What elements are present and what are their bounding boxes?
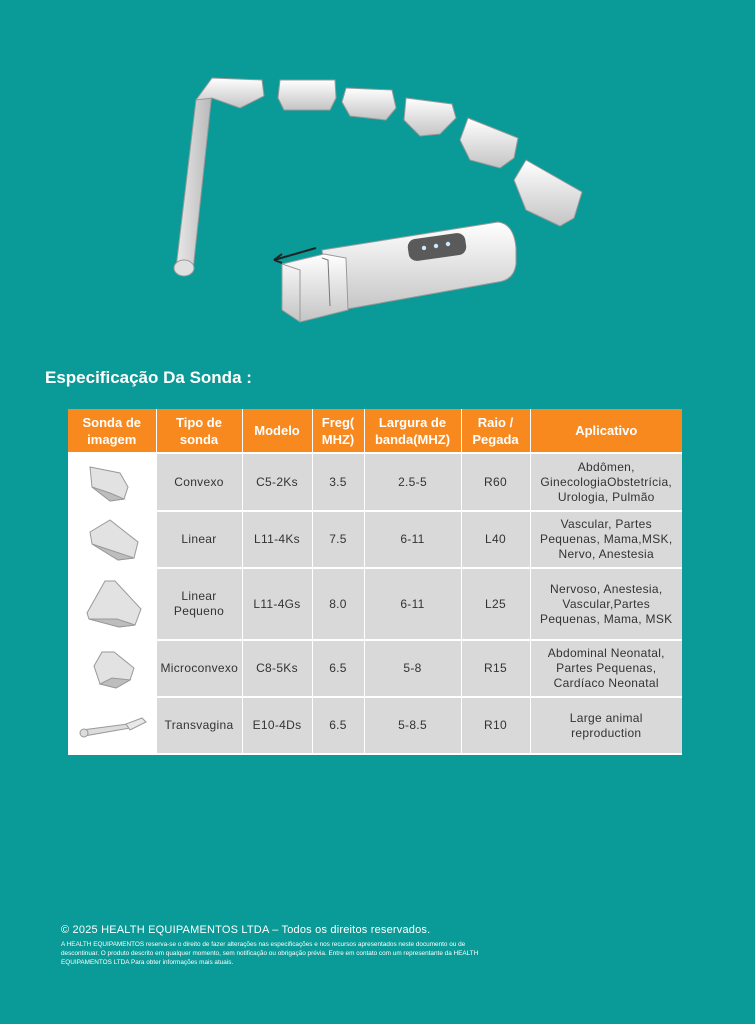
probe-model: C5-2Ks: [242, 453, 312, 511]
probe-frequency: 3.5: [312, 453, 364, 511]
probe-image-cell: [68, 568, 156, 640]
probe-model: E10-4Ds: [242, 697, 312, 754]
header-probe-type: Tipo de sonda: [156, 409, 242, 453]
probe-heads-illustration: [278, 80, 582, 226]
table-row: [68, 640, 682, 697]
probe-bandwidth: 5-8.5: [364, 697, 461, 754]
transvaginal-probe-illustration: [174, 78, 264, 276]
probe-application: Abdômen, GinecologiaObstetrícia, Urologia, Pulmão: [530, 453, 682, 511]
header-model: Modelo: [242, 409, 312, 453]
footer: [61, 924, 501, 967]
small-linear-probe-icon: [79, 573, 145, 635]
copyright-text: © 2025 HEALTH EQUIPAMENTOS LTDA – Todos os direitos reservados.: [61, 924, 431, 936]
probe-image-cell: [68, 640, 156, 697]
probe-model: L11-4Ks: [242, 511, 312, 568]
table-row: [68, 511, 682, 568]
table-row: [68, 453, 682, 511]
probe-application: Abdominal Neonatal, Partes Pequenas, Cardíaco Neonatal: [530, 640, 682, 697]
probe-type: Transvagina: [156, 697, 242, 754]
probe-bandwidth: 6-11: [364, 511, 461, 568]
table-row: [68, 568, 682, 640]
transvaginal-probe-icon: [76, 706, 148, 746]
disclaimer-text: A HEALTH EQUIPAMENTOS reserva-se o direito de fazer alterações nas especificações e nos recursos apresentados neste documento ou de descontinuar. O produto descrito em qualquer momento, sem notificação ou obrigação prévia. Entre em contato com um representante da HEALTH EQUIPAMENTOS LTDA Para obter informações mais atuais.: [61, 941, 479, 966]
probe-frequency: 7.5: [312, 511, 364, 568]
probe-bandwidth: 5-8: [364, 640, 461, 697]
header-application: Aplicativo: [530, 409, 682, 453]
probe-radius: L25: [461, 568, 530, 640]
probe-application: Vascular, Partes Pequenas, Mama,MSK, Nervo, Anestesia: [530, 511, 682, 568]
probe-image-cell: [68, 511, 156, 568]
probe-image-cell: [68, 453, 156, 511]
probe-radius: R15: [461, 640, 530, 697]
table-header-row: [68, 409, 682, 453]
linear-probe-icon: [80, 514, 144, 566]
probe-model: C8-5Ks: [242, 640, 312, 697]
probe-application: Large animal reproduction: [530, 697, 682, 754]
probe-type: Linear: [156, 511, 242, 568]
probe-bandwidth: 6-11: [364, 568, 461, 640]
header-frequency: Freg( MHZ): [312, 409, 364, 453]
probe-radius: L40: [461, 511, 530, 568]
header-probe-image: Sonda de imagem: [68, 409, 156, 453]
probe-application: Nervoso, Anestesia, Vascular,Partes Pequenas, Mama, MSK: [530, 568, 682, 640]
microconvex-probe-icon: [82, 644, 142, 694]
probe-type: Linear Pequeno: [156, 568, 242, 640]
probe-image-cell: [68, 697, 156, 754]
section-title: Especificação Da Sonda :: [45, 368, 252, 387]
convex-probe-icon: [82, 457, 142, 507]
probe-radius: R60: [461, 453, 530, 511]
probe-frequency: 8.0: [312, 568, 364, 640]
header-bandwidth: Largura de banda(MHZ): [364, 409, 461, 453]
table-row: [68, 697, 682, 754]
spec-table: [68, 409, 682, 755]
probe-model: L11-4Gs: [242, 568, 312, 640]
wireless-scanner-illustration: [274, 222, 516, 322]
probe-frequency: 6.5: [312, 697, 364, 754]
probe-bandwidth: 2.5-5: [364, 453, 461, 511]
hero-product-image: [0, 0, 755, 350]
probe-type: Microconvexo: [156, 640, 242, 697]
probe-frequency: 6.5: [312, 640, 364, 697]
probe-type: Convexo: [156, 453, 242, 511]
header-radius: Raio / Pegada: [461, 409, 530, 453]
probe-radius: R10: [461, 697, 530, 754]
